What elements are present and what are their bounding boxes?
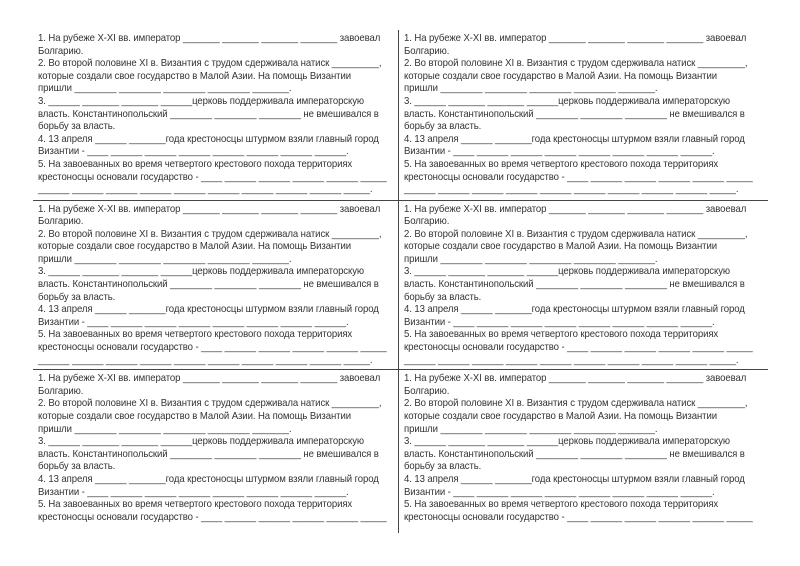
worksheet-text-line: власть. Константинопольский ________ ________ ________ не вмешивался в <box>38 279 379 291</box>
worksheet-text-line: пришли ________ ________ ________ ________ _______. <box>403 253 657 265</box>
worksheet-text-line: 2. Во второй половине XI в. Византия с трудом сдерживала натиск _________, <box>403 398 747 410</box>
worksheet-text-line: 5. На завоеванных во время четвертого крестового похода территориях <box>38 499 353 511</box>
worksheet-text-line: Болгарию. <box>38 216 84 228</box>
worksheet-row <box>33 370 768 533</box>
worksheet-cell <box>33 200 398 370</box>
worksheet-text-line: власть. Константинопольский ________ ________ ________ не вмешивался в <box>403 448 745 460</box>
worksheet-text-line: которые создали свое государство в Малой Азии. На помощь Византии <box>38 70 351 82</box>
worksheet-text-line: которые создали свое государство в Малой Азии. На помощь Византии <box>38 411 351 422</box>
worksheet-text-line: Болгарию. <box>403 385 449 397</box>
worksheet-text-line: Болгарию. <box>403 216 449 228</box>
worksheet-text-line: Византии - ____ ______ ______ ______ ______ ______ ______ ______. <box>403 316 715 328</box>
worksheet-text-line: которые создали свое государство в Малой Азии. На помощь Византии <box>403 70 717 82</box>
worksheet-text-line: ______ ______ ______ ______ ______ ______ ______ ______ ______ _____. <box>403 354 738 366</box>
worksheet-text-line: власть. Константинопольский ________ ________ ________ не вмешивался в <box>403 108 745 120</box>
worksheet-text-line: 3. ______ _______ _______ ______церковь поддерживала императорскую <box>38 95 364 107</box>
worksheet-cell <box>398 200 768 370</box>
worksheet-text-line: крестоносцы основали государство - ____ ______ ______ ______ ______ _____ <box>403 511 753 523</box>
worksheet-text-line: крестоносцы основали государство - ____ ______ ______ ______ ______ _____ <box>38 171 387 183</box>
worksheet-text-line: Болгарию. <box>38 45 84 57</box>
worksheet-text-line: 5. На завоеванных во время четвертого крестового похода территориях <box>38 158 353 170</box>
worksheet-text-line: борьбу за власть. <box>38 121 116 133</box>
worksheet-text-line: 3. ______ _______ _______ ______церковь поддерживала императорскую <box>38 436 364 448</box>
worksheet-text-line: пришли ________ ________ ________ ________ _______. <box>38 253 292 265</box>
worksheet-text-line: ______ ______ ______ ______ ______ ______ ______ ______ ______ _____. <box>38 184 373 196</box>
worksheet-text-line: 4. 13 апреля ______ _______года крестоносцы штурмом взяли главный город <box>403 304 745 316</box>
worksheet-text-line: 3. ______ _______ _______ ______церковь поддерживала императорскую <box>38 266 364 278</box>
worksheet-cell <box>33 370 398 533</box>
worksheet-text-line: власть. Константинопольский ________ ________ ________ не вмешивался в <box>38 108 379 120</box>
worksheet-text-line: пришли ________ ________ ________ ________ _______. <box>38 83 292 95</box>
worksheet-text-line: которые создали свое государство в Малой Азии. На помощь Византии <box>403 241 717 253</box>
worksheet-text-line: Византии - ____ ______ ______ ______ ______ ______ ______ ______. <box>403 486 715 498</box>
worksheet-text-line: власть. Константинопольский ________ ________ ________ не вмешивался в <box>38 448 379 460</box>
worksheet-text-line: пришли ________ ________ ________ ________ _______. <box>38 423 292 435</box>
worksheet-text-line: Византии - ____ ______ ______ ______ ______ ______ ______ ______. <box>38 486 349 498</box>
worksheet-text-line: которые создали свое государство в Малой Азии. На помощь Византии <box>403 411 717 422</box>
worksheet-text-line: 1. На рубеже X-XI вв. император _______ _______ _______ _______ завоевал <box>403 373 746 385</box>
worksheet-cell <box>33 30 398 200</box>
worksheet-text-line: 5. На завоеванных во время четвертого крестового похода территориях <box>403 329 718 341</box>
worksheet-text-line: борьбу за власть. <box>403 461 481 473</box>
worksheet-text-line: 2. Во второй половине XI в. Византия с трудом сдерживала натиск _________, <box>403 58 747 70</box>
worksheet-grid <box>33 30 768 533</box>
worksheet-text-line: которые создали свое государство в Малой Азии. На помощь Византии <box>38 241 351 253</box>
worksheet-text-line: власть. Константинопольский ________ ________ ________ не вмешивался в <box>403 279 745 291</box>
worksheet-text-line: 4. 13 апреля ______ _______года крестоносцы штурмом взяли главный город <box>38 304 379 316</box>
worksheet-text-line: 2. Во второй половине XI в. Византия с трудом сдерживала натиск _________, <box>38 58 382 70</box>
worksheet-text-line: борьбу за власть. <box>38 461 116 473</box>
worksheet-text-line: 3. ______ _______ _______ ______церковь поддерживала императорскую <box>403 95 730 107</box>
worksheet-text-line: 3. ______ _______ _______ ______церковь поддерживала императорскую <box>403 436 730 448</box>
worksheet-text-line: 1. На рубеже X-XI вв. император _______ _______ _______ _______ завоевал <box>38 203 381 215</box>
worksheet-cell <box>398 30 768 200</box>
worksheet-text-line: крестоносцы основали государство - ____ ______ ______ ______ ______ _____ <box>403 342 753 354</box>
worksheet-text-line: Византии - ____ ______ ______ ______ ______ ______ ______ ______. <box>38 316 349 328</box>
worksheet-text-line: 1. На рубеже X-XI вв. император _______ _______ _______ _______ завоевал <box>403 33 746 44</box>
worksheet-text-line: крестоносцы основали государство - ____ ______ ______ ______ ______ _____ <box>403 171 753 183</box>
worksheet-text-line: Византии - ____ ______ ______ ______ ______ ______ ______ ______. <box>38 146 349 158</box>
worksheet-text-line: 1. На рубеже X-XI вв. император _______ _______ _______ _______ завоевал <box>403 203 746 215</box>
worksheet-text-line: крестоносцы основали государство - ____ ______ ______ ______ ______ _____ <box>38 511 387 523</box>
worksheet-text-line: 4. 13 апреля ______ _______года крестоносцы штурмом взяли главный город <box>403 133 745 145</box>
worksheet-text-line: 2. Во второй половине XI в. Византия с трудом сдерживала натиск _________, <box>38 398 382 410</box>
worksheet-text-line: борьбу за власть. <box>38 291 116 303</box>
worksheet-text-line: 3. ______ _______ _______ ______церковь поддерживала императорскую <box>403 266 730 278</box>
worksheet-text-line: Византии - ____ ______ ______ ______ ______ ______ ______ ______. <box>403 146 715 158</box>
worksheet-text-line: 5. На завоеванных во время четвертого крестового похода территориях <box>403 499 718 511</box>
worksheet-row <box>33 200 768 370</box>
worksheet-text-line: 4. 13 апреля ______ _______года крестоносцы штурмом взяли главный город <box>38 133 379 145</box>
worksheet-text-line: 2. Во второй половине XI в. Византия с трудом сдерживала натиск _________, <box>38 228 382 240</box>
worksheet-text-line: 1. На рубеже X-XI вв. император _______ _______ _______ _______ завоевал <box>38 373 381 385</box>
worksheet-text-line: ______ ______ ______ ______ ______ ______ ______ ______ ______ _____. <box>403 184 738 196</box>
worksheet-cell <box>398 370 768 533</box>
worksheet-text-line: 5. На завоеванных во время четвертого крестового похода территориях <box>38 329 353 341</box>
worksheet-text-line: пришли ________ ________ ________ ________ _______. <box>403 83 657 95</box>
worksheet-text-line: ______ ______ ______ ______ ______ ______ ______ ______ ______ _____. <box>38 354 373 366</box>
worksheet-text-line: 5. На завоеванных во время четвертого крестового похода территориях <box>403 158 718 170</box>
worksheet-row <box>33 30 768 200</box>
worksheet-text-line: борьбу за власть. <box>403 121 481 133</box>
worksheet-text-line: Болгарию. <box>403 45 449 57</box>
worksheet-text-line: 1. На рубеже X-XI вв. император _______ _______ _______ _______ завоевал <box>38 33 381 44</box>
worksheet-text-line: Болгарию. <box>38 385 84 397</box>
worksheet-text-line: борьбу за власть. <box>403 291 481 303</box>
worksheet-text-line: 2. Во второй половине XI в. Византия с трудом сдерживала натиск _________, <box>403 228 747 240</box>
worksheet-text-line: пришли ________ ________ ________ ________ _______. <box>403 423 657 435</box>
worksheet-text-line: 4. 13 апреля ______ _______года крестоносцы штурмом взяли главный город <box>403 473 745 485</box>
worksheet-text-line: 4. 13 апреля ______ _______года крестоносцы штурмом взяли главный город <box>38 473 379 485</box>
worksheet-text-line: крестоносцы основали государство - ____ ______ ______ ______ ______ _____ <box>38 342 387 354</box>
